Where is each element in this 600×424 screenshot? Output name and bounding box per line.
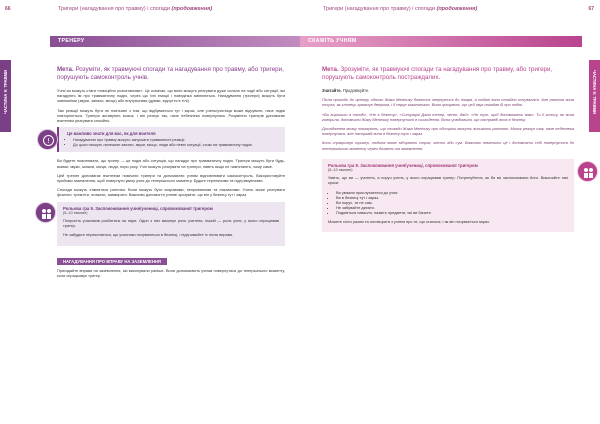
important-item: • До цього можуть належати запахи, звуки, місця, люди або певні ситуації, схожі на травматичну подію. (73, 143, 279, 148)
grounding-title: НАГАДУВАННЯ ПРО ВПРАВУ НА ЗАЗЕМЛЕННЯ (57, 258, 167, 265)
page-number-right: 67 (588, 6, 594, 12)
important-badge-icon (37, 129, 58, 150)
important-title: Це важливо знати для вас, як для вчителя (67, 131, 156, 137)
page-number-left: 66 (5, 6, 11, 12)
paragraph: Цей тренінг допомагає вчителям помічати тригери та допомагати учням відновлювати самоконтроль. Використовуйте прийоми заземлення, щоб повернути увагу учня до теперішнього моменту. Будьте терплячими та підтримуючими. (57, 172, 285, 184)
role-play-title: Рольова гра 9. Заспокоювання учня/учениці, спровокованої тригером (63, 205, 213, 211)
role-play-box (57, 202, 285, 246)
goal-text: Зрозуміти, як травмуючі спогади та нагадування про травму, або тригери, порушують самоконтроль постраждалих. (322, 66, 553, 81)
role-play-step: • Ви уважно прислухаєтеся до учня. (336, 190, 568, 195)
role-play-text: Не забудьте переконатися, що учасники почуваються в безпеці, і підтримайте їх після вправи. (63, 232, 234, 238)
role-play-time: (5–10 хвилин) (328, 168, 353, 173)
header-title: Тригери (нагадування про травму) і спогади (58, 6, 170, 12)
story-paragraph: Дослідження мозку показують, що спогади Жака Мелінику про обстріли можуть виникати раптово. Мозок реагує так, наче небезпека повернулася, але насправді вона в безпеці тут і зараз. (322, 126, 574, 137)
paragraph: Ви будете пояснювати, що тригер — це подія або ситуація, що нагадує про травматичну подію. Тригери можуть бути будь-якими: звуки, запахи, місця, люди, пори року. Учні можуть реагувати на тригери, навіть якщо не пам'ятають, чому саме. (57, 158, 285, 169)
right-content (322, 66, 574, 238)
side-label: ЧАСТИНА 9: ТРАВМИ (592, 70, 597, 114)
story-paragraph: Після пригоди до центру одного Жака Мелінику довелося звернутися до лікаря, а надалі вона спокійно почувалася. Але раптом вона почула, як хлопець грюкнув дверима, і її серце закалатало. Вона зрозуміла, що цей звук нагадав їй про подію. (322, 97, 574, 108)
side-label: ЧАСТИНА 9: ТРАВМИ (3, 70, 8, 114)
important-box (47, 127, 285, 152)
paragraph: Такі реакції можуть бути не пов'язані з тим, що відбувається тут і зараз, але учень/учениця може відчувати, наче подія повторюється. Тригери активують мозок, і він реагує так, наче небезпека повернулась. Розуміння тригерів допомагає вчителям реагувати спокійно. (57, 107, 285, 124)
goal-lead: Мета. (322, 66, 339, 73)
right-page (300, 0, 600, 424)
header-title: Тригери (нагадування про травму) і спогади (323, 6, 435, 12)
task-label (322, 88, 574, 93)
role-play-text: Попросіть учасників розбитися на пари. Один з них виконує роль учителя, інший — роль учня, у якого спрацював тригер. (63, 218, 279, 229)
role-play-title: Рольова гра 9. Заспокоювання учня/учениці, спровокованої тригером (328, 162, 478, 168)
role-play-box (322, 159, 574, 232)
svg-text:!: ! (47, 137, 50, 146)
task-text: Продовжуйте. (342, 88, 370, 93)
section-band-trainer: ТРЕНЕРУ (50, 36, 300, 47)
grounding-text: Пригадайте вправи на заземлення, які виконували раніше. Вони допомагають учням повернутися до теперішнього моменту, коли спрацьовує тригер. (57, 267, 285, 279)
story-paragraph: Коли спрацьовує тригер, людина може відчувати страх, злість або сум. Важливо помітити це і допомогти собі повернутися до теперішнього моменту через дихання та заземлення. (322, 140, 574, 151)
role-play-intro: Уявіть, що ви — учитель, а поруч учень, у якого спрацював тригер. Потренуйтеся, як би ви заспокоювали його. Виконайте такі кроки: (328, 175, 568, 186)
role-play-time: (5–10 хвилин) (63, 210, 88, 215)
role-play-people-icon (577, 161, 598, 182)
header-tag: (продовження) (171, 6, 213, 12)
story-block (322, 97, 574, 151)
running-header-right (323, 6, 477, 12)
role-play-step: • Подивіться навколо, назвіть предмети, які ви бачите. (336, 210, 568, 215)
role-play-outro: Можете сісти разом та поговорити з учнем про те, що сталося, і як він почувається зараз. (328, 218, 490, 224)
role-play-step: • Ви поруч, ти не сам. (336, 200, 568, 205)
paragraph: Учні/-ки можуть стати «емоційно розхитаними». Це означає, що вони можуть реагувати дуже сильно на події або ситуації, які нагадують їм про травматичну подію, через що їхні емоції і поведінка змінюються. Нагадування (тригери) можуть бути зовнішніми (звуки, запахи, місця) або внутрішніми (думки, відчуття в тілі). (57, 88, 285, 104)
left-content (47, 66, 285, 282)
header-tag: (продовження) (436, 6, 478, 12)
story-paragraph: «Ви вирішили в поході», «Не в безпеці», «Ситуацію Дана тепер, чесно, дай», «Не тут, щоб допомагати вам». Ти її голосу, як вона говорила, допомогли Жаку Мелінику повернутися в сьогодення. Вона усвідомила, що насправді вона в безпеці. (322, 111, 574, 122)
goal-statement (322, 66, 574, 82)
role-play-step: • Не забувайте дихати. (336, 205, 568, 210)
goal-text: Розуміти, як травмуючі спогади та нагадування про травму, або тригери, порушують самоконтроль учнів. (57, 66, 284, 81)
role-play-step: • Ви в безпеці тут і зараз. (336, 195, 568, 200)
goal-lead: Мета. (57, 66, 74, 73)
paragraph: Спогади можуть з'являтися раптово. Вони можуть бути яскравими, неприємними та лякаючими. Учень може реагувати фізично: тремтіти, плакати, завмирати. Важливо допомогти учневі зрозуміти, що він у безпеці тут і зараз. (57, 187, 285, 198)
role-play-people-icon (35, 202, 56, 223)
goal-statement (57, 66, 285, 82)
section-band-students: СКАЖІТЬ УЧНЯМ (300, 36, 582, 47)
important-item: • Нагадування про травму можуть запускати травматичні реакції. (73, 138, 279, 143)
running-header-left (58, 6, 212, 12)
task-lead: Зчитайте. (322, 88, 342, 93)
